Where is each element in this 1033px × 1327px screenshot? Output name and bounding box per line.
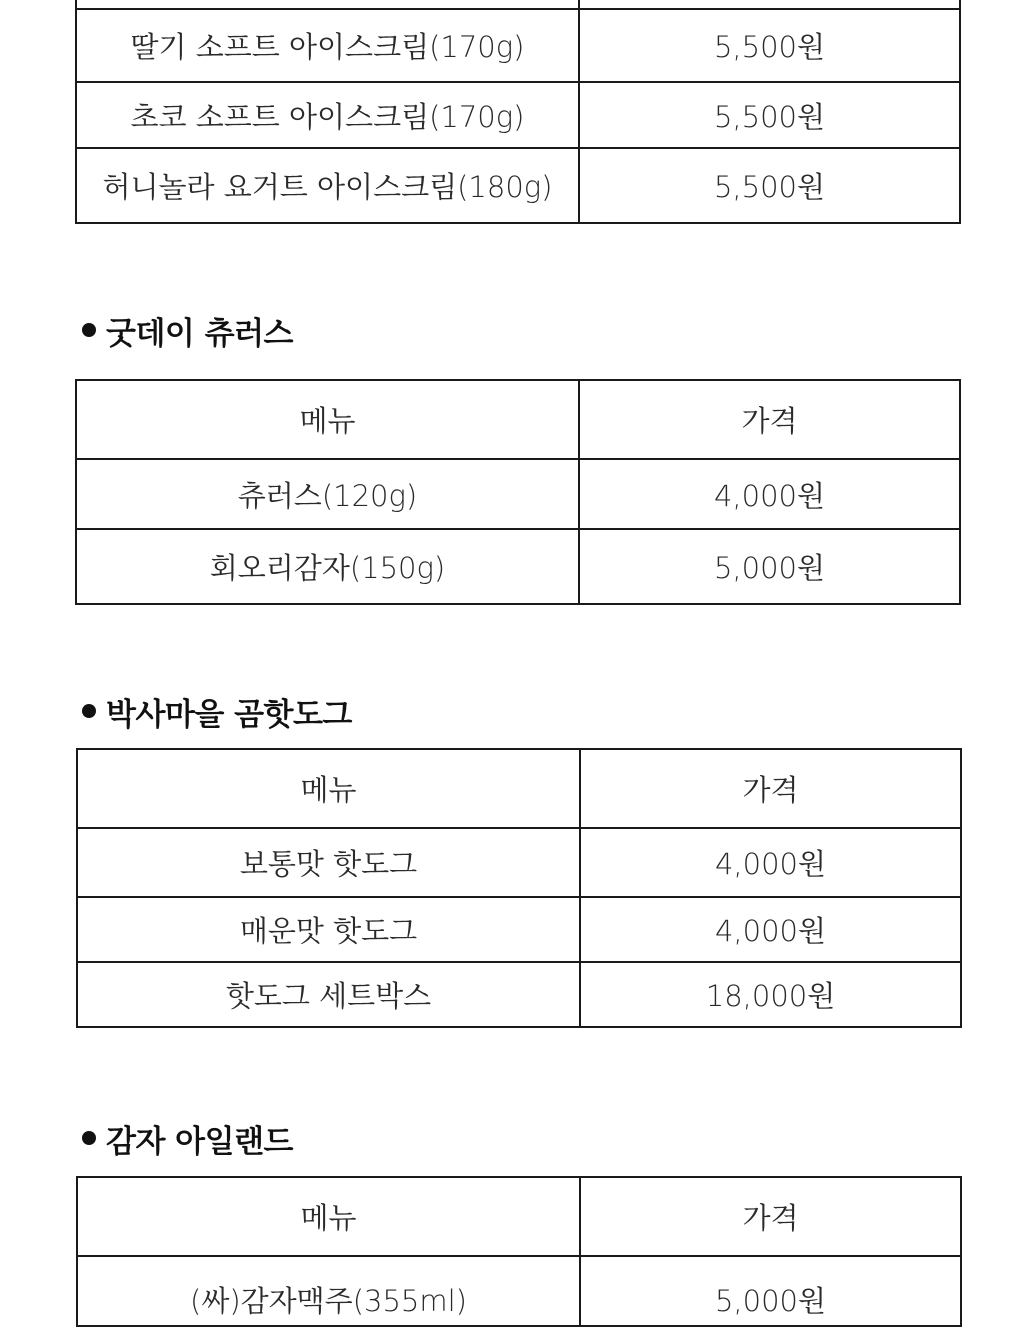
column-header-menu: 메뉴 — [77, 749, 580, 828]
menu-item-name: 핫도그 세트박스 — [77, 962, 580, 1027]
menu-item-price: 5,000원 — [580, 1256, 961, 1326]
menu-item-price: 4,000원 — [579, 459, 960, 529]
menu-item-name: 츄러스(120g) — [76, 459, 579, 529]
section-title-churros — [82, 308, 293, 352]
bullet-icon — [82, 1131, 96, 1145]
section-title-hotdog — [82, 689, 352, 733]
section-title-text: 박사마을 곰핫도그 — [106, 696, 352, 733]
table-row — [77, 962, 961, 1027]
menu-table-churros — [75, 379, 961, 605]
table-row — [76, 459, 960, 529]
menu-item-price: 4,000원 — [580, 828, 961, 897]
column-header-menu: 메뉴 — [77, 1177, 580, 1256]
menu-item-name: (싸)감자맥주(355ml) — [77, 1256, 580, 1326]
column-header-menu: 메뉴 — [76, 380, 579, 459]
menu-item-name: 초코 소프트 아이스크림(170g) — [76, 82, 579, 148]
menu-item-name: 보통맛 핫도그 — [77, 828, 580, 897]
menu-item-price: 5,500원 — [579, 148, 960, 223]
menu-item-name: 허니놀라 요거트 아이스크림(180g) — [76, 148, 579, 223]
table-header-row — [77, 749, 961, 828]
table-cell-cutoff — [579, 0, 960, 9]
menu-item-price: 5,500원 — [579, 9, 960, 82]
table-row — [77, 828, 961, 897]
menu-item-name: 딸기 소프트 아이스크림(170g) — [76, 9, 579, 82]
table-row — [77, 1256, 961, 1326]
column-header-price: 가격 — [580, 1177, 961, 1256]
section-title-text: 굿데이 츄러스 — [106, 315, 293, 352]
section-title-text: 감자 아일랜드 — [106, 1123, 293, 1160]
table-row — [76, 529, 960, 604]
table-row — [77, 897, 961, 962]
column-header-price: 가격 — [580, 749, 961, 828]
table-row — [76, 0, 960, 9]
menu-table-hotdog — [76, 748, 962, 1028]
menu-item-price: 5,500원 — [579, 82, 960, 148]
menu-item-name: 회오리감자(150g) — [76, 529, 579, 604]
table-cell-cutoff — [76, 0, 579, 9]
menu-item-name: 매운맛 핫도그 — [77, 897, 580, 962]
menu-item-price: 4,000원 — [580, 897, 961, 962]
column-header-price: 가격 — [579, 380, 960, 459]
section-title-potato-island — [82, 1116, 293, 1160]
menu-table-potato-island — [76, 1176, 962, 1327]
bullet-icon — [82, 323, 96, 337]
bullet-icon — [82, 704, 96, 718]
table-header-row — [76, 380, 960, 459]
table-header-row — [77, 1177, 961, 1256]
table-row — [76, 82, 960, 148]
menu-table-icecream — [75, 0, 961, 224]
table-row — [76, 148, 960, 223]
menu-item-price: 5,000원 — [579, 529, 960, 604]
table-row — [76, 9, 960, 82]
menu-item-price: 18,000원 — [580, 962, 961, 1027]
